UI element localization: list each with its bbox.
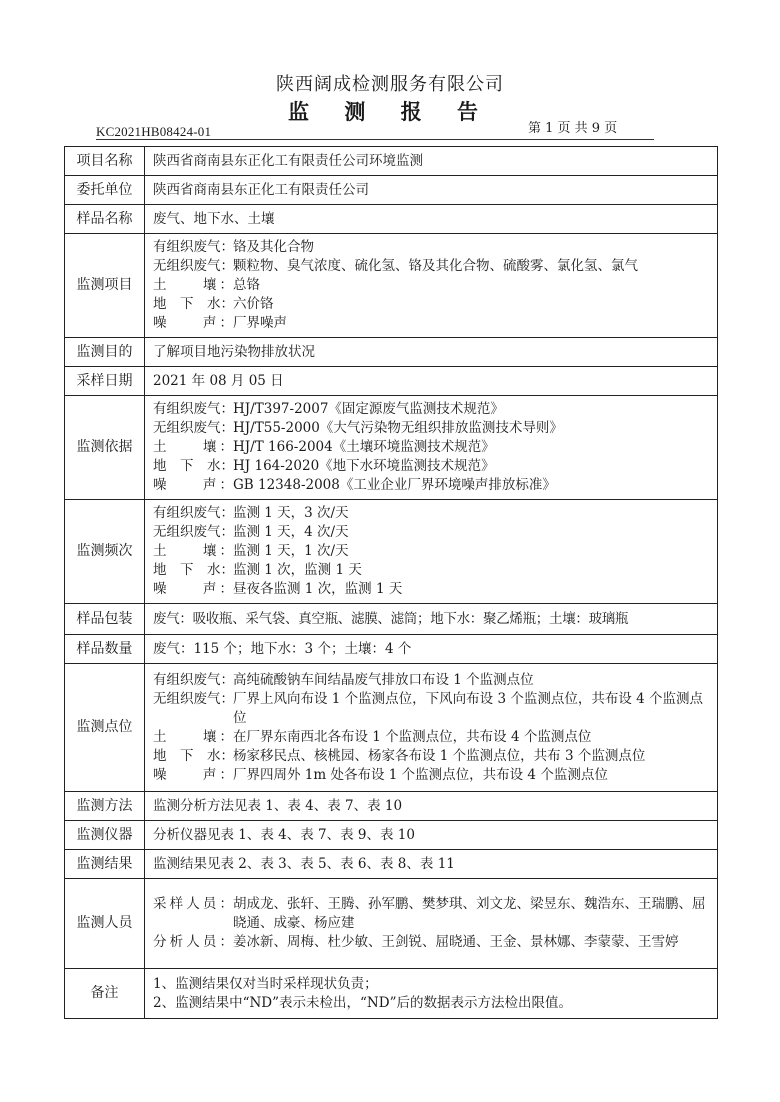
basis-key-1: 无组织废气： [153,420,234,436]
value-sampling-date: 2021 年 08 月 05 日 [145,367,718,396]
label-basis: 监测依据 [65,396,145,500]
row-purpose [65,338,718,367]
basis-key-0: 有组织废气： [153,401,234,417]
items-key-4: 噪 声： [153,315,233,331]
points-value-2: 在厂界东南西北各布设 1 个监测点位，共布设 4 个监测点位 [233,728,592,745]
personnel-key-0: 采样人员： [153,896,233,912]
row-quantity [65,635,718,664]
page-info: 第 1 页 共 9 页 [528,121,618,136]
basis-value-4: GB 12348-2008《工业企业厂界环境噪声排放标准》 [233,477,556,493]
value-points [145,664,718,792]
personnel-key-1: 分析人员： [153,934,233,950]
points-key-0: 有组织废气： [153,671,234,688]
frequency-key-1: 无组织废气： [153,524,234,540]
remark-line-0: 1、监测结果仅对当时采样现状负责； [153,975,378,992]
label-method: 监测方法 [65,792,145,821]
value-client: 陕西省商南县东正化工有限责任公司 [145,176,718,205]
row-personnel [65,879,718,969]
row-result [65,850,718,879]
points-key-1: 无组织废气： [153,690,234,707]
value-remarks [145,969,718,1019]
basis-key-3: 地 下 水： [153,458,234,474]
items-value-2: 总铬 [233,277,260,293]
items-value-0: 铬及其化合物 [233,239,314,255]
row-method [65,792,718,821]
label-points: 监测点位 [65,664,145,792]
label-personnel: 监测人员 [65,879,145,969]
frequency-key-4: 噪 声： [153,581,233,597]
value-frequency [145,500,718,604]
row-sample-name [65,205,718,234]
points-key-4: 噪 声： [153,766,233,783]
basis-value-3: HJ 164-2020《地下水环境监测技术规范》 [233,458,495,474]
items-key-2: 土 壤： [153,277,233,293]
points-key-3: 地 下 水： [153,747,234,764]
items-value-1: 颗粒物、臭气浓度、硫化氢、铬及其化合物、硫酸雾、氯化氢、氯气 [233,258,638,274]
points-value-3: 杨家移民点、核桃园、杨家各布设 1 个监测点位，共布 3 个监测点位 [233,747,646,764]
row-items [65,234,718,338]
label-instrument: 监测仪器 [65,821,145,850]
value-items [145,234,718,338]
frequency-value-4: 昼夜各监测 1 次，监测 1 天 [233,581,403,597]
value-project-name: 陕西省商南县东正化工有限责任公司环境监测 [145,147,718,176]
points-key-2: 土 壤： [153,728,233,745]
label-quantity: 样品数量 [65,635,145,664]
points-value-4: 厂界四周外 1m 处各布设 1 个监测点位，共布设 4 个监测点位 [233,766,608,783]
report-number: KC2021HB08424-01 [96,124,212,139]
row-sampling-date [65,367,718,396]
basis-value-2: HJ/T 166-2004《土壤环境监测技术规范》 [233,439,495,455]
value-basis [145,396,718,500]
value-purpose: 了解项目地污染物排放状况 [145,338,718,367]
items-value-4: 厂界噪声 [233,315,287,331]
label-items: 监测项目 [65,234,145,338]
frequency-value-3: 监测 1 次，监测 1 天 [233,562,362,578]
row-remarks [65,969,718,1019]
label-remarks: 备注 [65,969,145,1019]
label-sample-name: 样品名称 [65,205,145,234]
frequency-value-0: 监测 1 天，3 次/天 [233,505,349,521]
basis-key-2: 土 壤： [153,439,233,455]
value-quantity: 废气：115 个；地下水：3 个；土壤：4 个 [145,635,718,664]
label-frequency: 监测频次 [65,500,145,604]
points-value-0: 高纯硫酸钠车间结晶废气排放口布设 1 个监测点位 [233,671,534,688]
frequency-key-3: 地 下 水： [153,562,234,578]
points-value-1: 厂界上风向布设 1 个监测点位，下风向布设 3 个监测点位，共布设 4 个监测点位 [233,690,704,726]
row-points [65,664,718,792]
frequency-key-2: 土 壤： [153,543,233,559]
items-value-3: 六价铬 [233,296,274,312]
row-instrument [65,821,718,850]
value-instrument: 分析仪器见表 1、表 4、表 7、表 9、表 10 [145,821,718,850]
row-packaging [65,604,718,635]
items-key-3: 地 下 水： [153,296,234,312]
label-purpose: 监测目的 [65,338,145,367]
label-client: 委托单位 [65,176,145,205]
frequency-value-1: 监测 1 天，4 次/天 [233,524,349,540]
personnel-value-1: 姜冰新、周梅、杜少敏、王剑锐、屈晓通、王金、景林娜、李蒙蒙、王雪婷 [233,934,679,950]
items-key-1: 无组织废气： [153,258,234,274]
value-result: 监测结果见表 2、表 3、表 5、表 6、表 8、表 11 [145,850,718,879]
row-project-name [65,147,718,176]
row-basis [65,396,718,500]
basis-value-0: HJ/T397-2007《固定源废气监测技术规范》 [233,401,504,417]
label-packaging: 样品包装 [65,604,145,635]
report-title: 监 测 报 告 [288,99,492,124]
basis-key-4: 噪 声： [153,477,233,493]
frequency-key-0: 有组织废气： [153,505,234,521]
value-packaging: 废气：吸收瓶、采气袋、真空瓶、滤膜、滤筒；地下水：聚乙烯瓶；土壤：玻璃瓶 [145,604,718,635]
label-project-name: 项目名称 [65,147,145,176]
items-key-0: 有组织废气： [153,239,234,255]
row-frequency [65,500,718,604]
company-name: 陕西阔成检测服务有限公司 [276,74,504,95]
personnel-value-0: 胡成龙、张轩、王腾、孙军鹏、樊梦琪、刘文龙、梁昱东、魏浩东、王瑞鹏、屈晓通、成豪、杨应建 [233,896,706,931]
value-sample-name: 废气、地下水、土壤 [145,205,718,234]
value-personnel [145,879,718,969]
row-client [65,176,718,205]
value-method: 监测分析方法见表 1、表 4、表 7、表 10 [145,792,718,821]
label-result: 监测结果 [65,850,145,879]
header-divider [96,139,654,140]
report-table [64,146,718,1019]
frequency-value-2: 监测 1 天，1 次/天 [233,543,349,559]
label-sampling-date: 采样日期 [65,367,145,396]
remark-line-1: 2、监测结果中“ND”表示未检出，“ND”后的数据表示方法检出限值。 [153,994,572,1011]
basis-value-1: HJ/T55-2000《大气污染物无组织排放监测技术导则》 [233,420,563,436]
